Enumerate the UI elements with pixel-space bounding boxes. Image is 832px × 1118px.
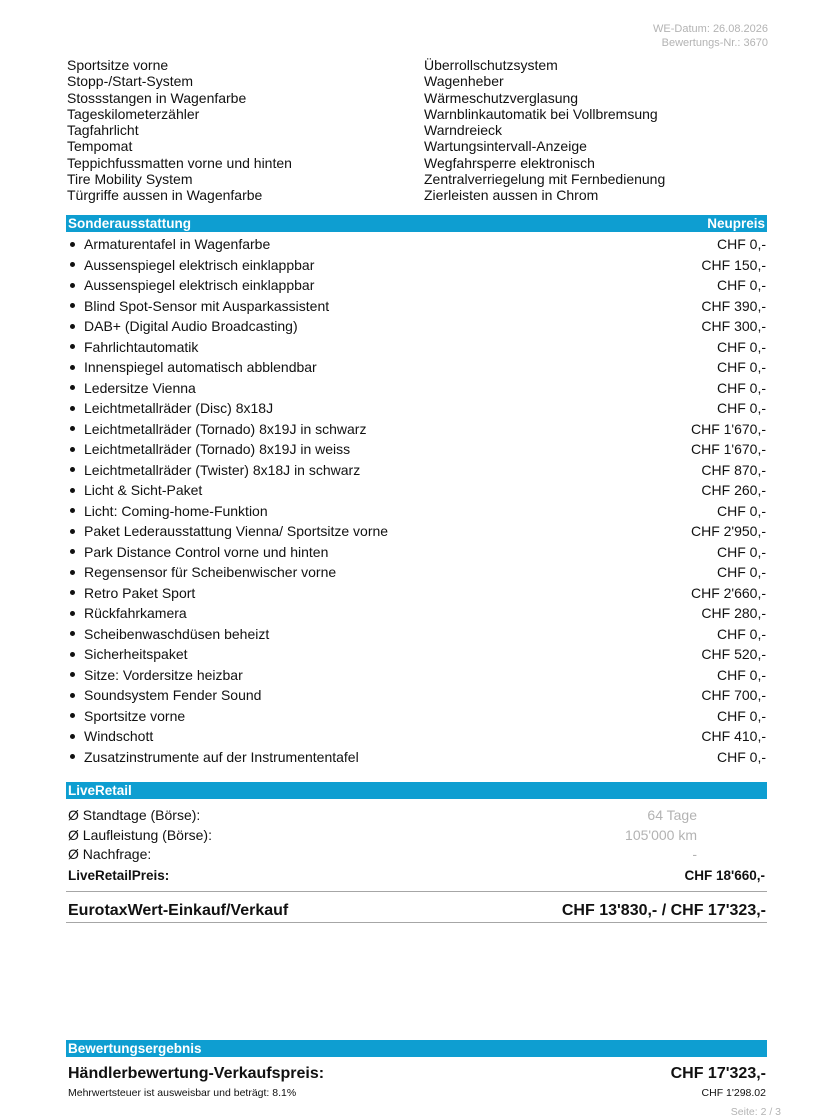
option-price: CHF 0,- bbox=[717, 666, 766, 683]
bullet-icon bbox=[70, 734, 75, 739]
divider bbox=[66, 891, 767, 892]
option-row bbox=[66, 357, 767, 378]
std-item: Wärmeschutzverglasung bbox=[424, 89, 579, 106]
option-row bbox=[66, 706, 767, 727]
section-title: Sonderausstattung bbox=[68, 216, 192, 231]
option-price: CHF 520,- bbox=[701, 646, 766, 663]
option-name-wrap bbox=[66, 298, 329, 314]
bullet-icon bbox=[70, 365, 75, 370]
option-name: Park Distance Control vorne und hinten bbox=[84, 543, 329, 560]
std-item: Tire Mobility System bbox=[67, 171, 193, 188]
bullet-icon bbox=[70, 344, 75, 349]
option-name-wrap bbox=[66, 667, 243, 683]
bullet-icon bbox=[70, 406, 75, 411]
option-name: Windschott bbox=[84, 728, 154, 745]
dealer-price-row bbox=[68, 1063, 767, 1085]
std-item: Warndreieck bbox=[424, 122, 503, 139]
liveretail-price-label: LiveRetailPreis: bbox=[68, 868, 170, 883]
std-item: Stopp-/Start-System bbox=[67, 73, 194, 90]
option-name-wrap bbox=[66, 564, 336, 580]
option-price: CHF 260,- bbox=[701, 482, 766, 499]
section-title: Bewertungsergebnis bbox=[68, 1041, 202, 1056]
option-name-wrap bbox=[66, 523, 388, 539]
option-name-wrap bbox=[66, 277, 314, 293]
eurotax-row bbox=[68, 900, 767, 922]
option-row bbox=[66, 234, 767, 255]
option-name: DAB+ (Digital Audio Broadcasting) bbox=[84, 318, 298, 335]
option-name: Soundsystem Fender Sound bbox=[84, 687, 262, 704]
option-name: Fahrlichtautomatik bbox=[84, 338, 199, 355]
option-price: CHF 2'950,- bbox=[690, 523, 766, 540]
option-price: CHF 2'660,- bbox=[690, 584, 766, 601]
option-name: Leichtmetallräder (Tornado) 8x19J in schwarz bbox=[84, 420, 367, 437]
bullet-icon bbox=[70, 652, 75, 657]
option-row bbox=[66, 542, 767, 563]
option-name-wrap bbox=[66, 380, 196, 396]
option-price: CHF 0,- bbox=[717, 359, 766, 376]
bullet-icon bbox=[70, 324, 75, 329]
bewertungsergebnis-header bbox=[66, 1040, 767, 1057]
std-item: Tempomat bbox=[67, 138, 133, 155]
bullet-icon bbox=[70, 467, 75, 472]
option-price: CHF 0,- bbox=[717, 543, 766, 560]
std-item: Sportsitze vorne bbox=[67, 57, 169, 73]
option-row bbox=[66, 419, 767, 440]
option-row bbox=[66, 296, 767, 317]
std-item: Wagenheber bbox=[424, 73, 504, 90]
stat-label: Ø Laufleistung (Börse): bbox=[68, 826, 212, 843]
option-name: Leichtmetallräder (Tornado) 8x19J in weiss bbox=[84, 441, 351, 458]
option-row bbox=[66, 583, 767, 604]
bullet-icon bbox=[70, 590, 75, 595]
option-name-wrap bbox=[66, 441, 350, 457]
liveretail-stats bbox=[68, 806, 767, 865]
sonderausstattung-header bbox=[66, 215, 767, 232]
option-row bbox=[66, 378, 767, 399]
bullet-icon bbox=[70, 508, 75, 513]
laufleistung-row bbox=[68, 826, 767, 846]
std-item: Tagfahrlicht bbox=[67, 122, 139, 139]
option-name-wrap bbox=[66, 482, 202, 498]
option-row bbox=[66, 685, 767, 706]
option-name: Zusatzinstrumente auf der Instrumententafel bbox=[84, 748, 359, 765]
option-name-wrap bbox=[66, 544, 328, 560]
option-name-wrap bbox=[66, 421, 366, 437]
option-price: CHF 0,- bbox=[717, 707, 766, 724]
option-row bbox=[66, 255, 767, 276]
option-name: Retro Paket Sport bbox=[84, 584, 196, 601]
bullet-icon bbox=[70, 303, 75, 308]
option-name: Regensensor für Scheibenwischer vorne bbox=[84, 564, 337, 581]
option-name-wrap bbox=[66, 257, 314, 273]
option-row bbox=[66, 644, 767, 665]
option-row bbox=[66, 275, 767, 296]
bullet-icon bbox=[70, 754, 75, 759]
bullet-icon bbox=[70, 529, 75, 534]
liveretail-price-value: CHF 18'660,- bbox=[684, 868, 765, 883]
option-name-wrap bbox=[66, 749, 359, 765]
option-price: CHF 390,- bbox=[701, 297, 766, 314]
dealer-price-value: CHF 17'323,- bbox=[670, 1065, 766, 1082]
bullet-icon bbox=[70, 611, 75, 616]
nachfrage-row bbox=[68, 845, 767, 865]
option-name-wrap bbox=[66, 708, 185, 724]
bewertungs-nr: Bewertungs-Nr.: 3670 bbox=[661, 37, 768, 49]
bullet-icon bbox=[70, 488, 75, 493]
bullet-icon bbox=[70, 447, 75, 452]
divider bbox=[66, 922, 767, 923]
option-name: Licht & Sicht-Paket bbox=[84, 482, 203, 499]
option-name-wrap bbox=[66, 503, 268, 519]
option-name-wrap bbox=[66, 318, 298, 334]
option-price: CHF 0,- bbox=[717, 277, 766, 294]
std-item: Überrollschutzsystem bbox=[424, 57, 558, 73]
option-name-wrap bbox=[66, 462, 360, 478]
std-item: Wegfahrsperre elektronisch bbox=[424, 154, 595, 171]
option-row bbox=[66, 665, 767, 686]
optional-equipment-list bbox=[66, 234, 767, 767]
option-price: CHF 700,- bbox=[701, 687, 766, 704]
option-price: CHF 0,- bbox=[717, 625, 766, 642]
option-name: Rückfahrkamera bbox=[84, 605, 187, 622]
option-name-wrap bbox=[66, 687, 261, 703]
std-item: Zentralverriegelung mit Fernbedienung bbox=[424, 171, 666, 188]
bullet-icon bbox=[70, 283, 75, 288]
bullet-icon bbox=[70, 242, 75, 247]
bullet-icon bbox=[70, 631, 75, 636]
option-row bbox=[66, 460, 767, 481]
option-name: Leichtmetallräder (Disc) 8x18J bbox=[84, 400, 274, 417]
option-name-wrap bbox=[66, 339, 198, 355]
bullet-icon bbox=[70, 549, 75, 554]
option-name-wrap bbox=[66, 585, 195, 601]
stat-value: 64 Tage bbox=[647, 807, 697, 823]
std-item: Stossstangen in Wagenfarbe bbox=[67, 89, 247, 106]
option-name: Ledersitze Vienna bbox=[84, 379, 196, 396]
vat-value: CHF 1'298.02 bbox=[701, 1087, 766, 1099]
vat-row bbox=[68, 1086, 767, 1100]
std-item: Zierleisten aussen in Chrom bbox=[424, 187, 599, 204]
bullet-icon bbox=[70, 570, 75, 575]
option-name-wrap bbox=[66, 236, 270, 252]
option-name: Licht: Coming-home-Funktion bbox=[84, 502, 268, 519]
option-row bbox=[66, 521, 767, 542]
option-row bbox=[66, 480, 767, 501]
option-name: Scheibenwaschdüsen beheizt bbox=[84, 625, 270, 642]
option-price: CHF 1'670,- bbox=[690, 420, 766, 437]
document-meta bbox=[653, 22, 768, 50]
option-price: CHF 150,- bbox=[701, 256, 766, 273]
option-row bbox=[66, 501, 767, 522]
option-name: Aussenspiegel elektrisch einklappbar bbox=[84, 277, 315, 294]
option-name-wrap bbox=[66, 626, 269, 642]
eurotax-label: EurotaxWert-Einkauf/Verkauf bbox=[68, 902, 289, 919]
option-name: Sicherheitspaket bbox=[84, 646, 188, 663]
option-price: CHF 0,- bbox=[717, 502, 766, 519]
option-name-wrap bbox=[66, 400, 273, 416]
option-name: Sitze: Vordersitze heizbar bbox=[84, 666, 243, 683]
std-item: Tageskilometerzähler bbox=[67, 105, 200, 122]
option-row bbox=[66, 398, 767, 419]
bullet-icon bbox=[70, 693, 75, 698]
option-row bbox=[66, 726, 767, 747]
option-name: Leichtmetallräder (Twister) 8x18J in schwarz bbox=[84, 461, 361, 478]
bullet-icon bbox=[70, 426, 75, 431]
std-item: Warnblinkautomatik bei Vollbremsung bbox=[424, 105, 658, 122]
option-price: CHF 0,- bbox=[717, 400, 766, 417]
stat-label: Ø Nachfrage: bbox=[68, 846, 152, 862]
we-datum: WE-Datum: 26.08.2026 bbox=[653, 23, 768, 35]
option-price: CHF 0,- bbox=[717, 379, 766, 396]
option-row bbox=[66, 747, 767, 768]
option-name: Armaturentafel in Wagenfarbe bbox=[84, 236, 271, 253]
option-name-wrap bbox=[66, 605, 187, 621]
option-price: CHF 0,- bbox=[717, 748, 766, 765]
stat-label: Ø Standtage (Börse): bbox=[68, 807, 201, 823]
option-name: Aussenspiegel elektrisch einklappbar bbox=[84, 256, 315, 273]
option-row bbox=[66, 439, 767, 460]
option-price: CHF 870,- bbox=[701, 461, 766, 478]
option-name: Blind Spot-Sensor mit Ausparkassistent bbox=[84, 297, 330, 314]
option-row bbox=[66, 603, 767, 624]
dealer-price-label: Händlerbewertung-Verkaufspreis: bbox=[68, 1065, 325, 1082]
bullet-icon bbox=[70, 713, 75, 718]
std-item: Türgriffe aussen in Wagenfarbe bbox=[67, 187, 263, 204]
eurotax-value: CHF 13'830,- / CHF 17'323,- bbox=[561, 902, 766, 919]
stat-value: 105'000 km bbox=[625, 826, 697, 843]
bullet-icon bbox=[70, 262, 75, 267]
option-row bbox=[66, 337, 767, 358]
option-price: CHF 1'670,- bbox=[690, 441, 766, 458]
option-price: CHF 0,- bbox=[717, 564, 766, 581]
bullet-icon bbox=[70, 672, 75, 677]
option-row bbox=[66, 562, 767, 583]
liveretail-price-row bbox=[68, 866, 767, 886]
option-price: CHF 0,- bbox=[717, 338, 766, 355]
vat-note: Mehrwertsteuer ist ausweisbar und beträgt: 8.1% bbox=[68, 1087, 297, 1099]
option-price: CHF 0,- bbox=[717, 236, 766, 253]
stat-value: - bbox=[692, 846, 697, 862]
option-row bbox=[66, 316, 767, 337]
standard-equipment-list bbox=[67, 57, 767, 204]
page-number: Seite: 2 / 3 bbox=[730, 1106, 781, 1118]
option-price: CHF 300,- bbox=[701, 318, 766, 335]
option-name: Innenspiegel automatisch abblendbar bbox=[84, 359, 317, 376]
std-item: Teppichfussmatten vorne und hinten bbox=[67, 154, 292, 171]
option-price: CHF 280,- bbox=[701, 605, 766, 622]
standtage-row bbox=[68, 806, 767, 826]
bullet-icon bbox=[70, 385, 75, 390]
liveretail-header bbox=[66, 782, 767, 799]
section-title: LiveRetail bbox=[68, 783, 132, 798]
std-item: Wartungsintervall-Anzeige bbox=[424, 138, 587, 155]
option-name-wrap bbox=[66, 728, 153, 744]
option-row bbox=[66, 624, 767, 645]
option-price: CHF 410,- bbox=[701, 728, 766, 745]
option-name: Paket Lederausstattung Vienna/ Sportsitze vorne bbox=[84, 523, 389, 540]
neupreis-column-header: Neupreis bbox=[707, 216, 765, 231]
option-name: Sportsitze vorne bbox=[84, 707, 186, 724]
option-name-wrap bbox=[66, 646, 188, 662]
option-name-wrap bbox=[66, 359, 317, 375]
